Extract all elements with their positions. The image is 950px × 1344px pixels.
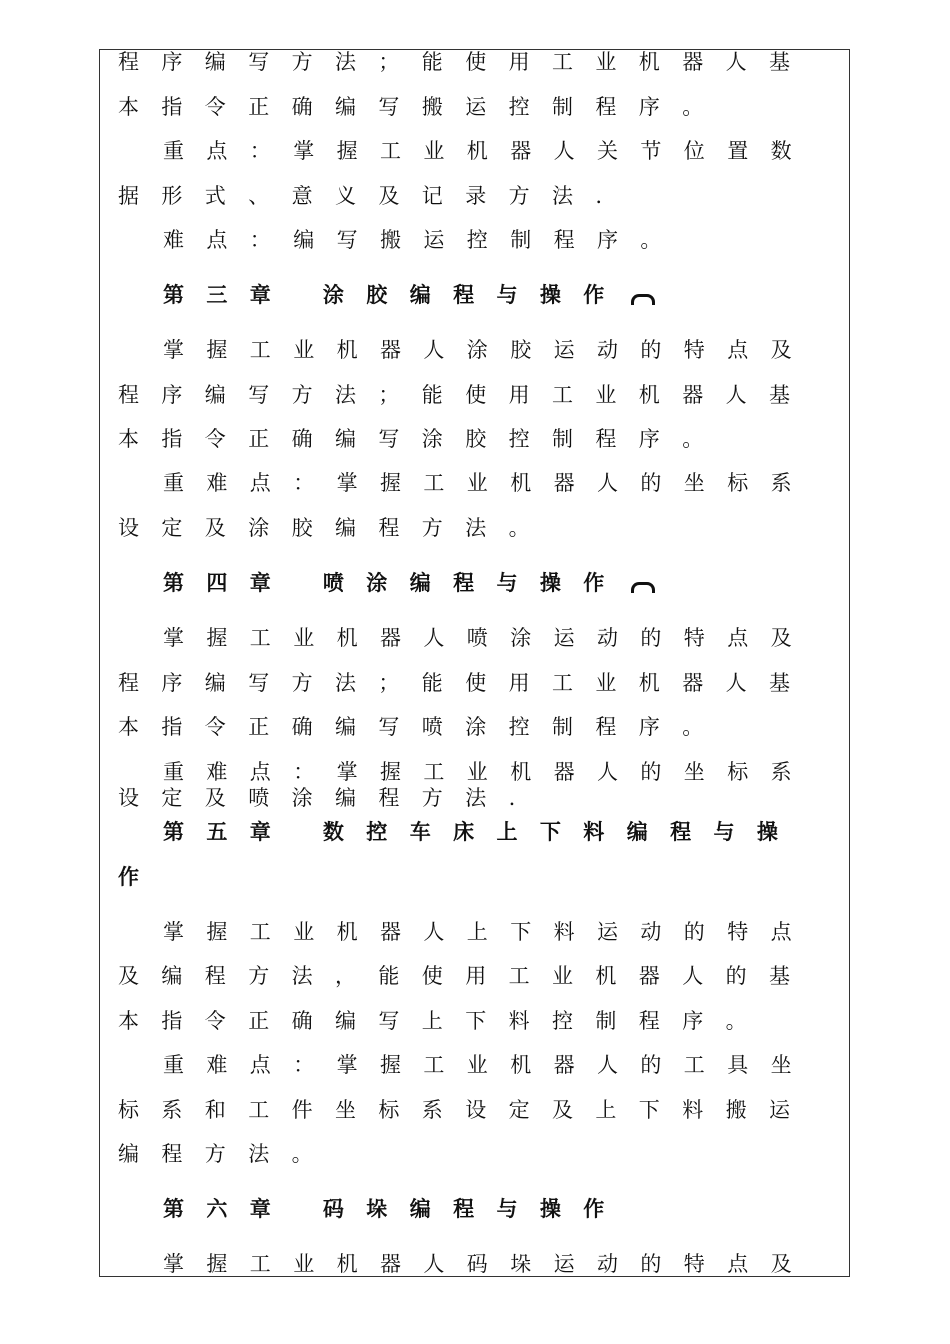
paragraph-line: 设定及涂胶编程方法。 xyxy=(118,516,552,540)
paragraph-line: 本指令正确编写喷涂控制程序。 xyxy=(118,715,726,739)
paragraph-line: 标系和工件坐标系设定及上下料搬运 xyxy=(118,1098,813,1122)
heading-tail-mark xyxy=(631,294,655,305)
paragraph-line: 本指令正确编写上下料控制程序。 xyxy=(118,1009,769,1033)
key-difficult-points: 重难点：掌握工业机器人的工具坐 xyxy=(163,1053,814,1077)
paragraph-line: 程序编写方法；能使用工业机器人基 xyxy=(118,383,813,407)
paragraph-line: 及编程方法，能使用工业机器人的基 xyxy=(118,964,813,988)
text-line: 程序编写方法；能使用工业机器人基 xyxy=(118,50,813,74)
difficult-points: 难点：编写搬运控制程序。 xyxy=(163,228,684,252)
paragraph-line: 掌握工业机器人喷涂运动的特点及 xyxy=(163,626,814,650)
key-points: 重点：掌握工业机器人关节位置数 xyxy=(163,139,814,163)
text-line: 据形式、意义及记录方法. xyxy=(118,184,625,208)
key-difficult-points: 重难点：掌握工业机器人的坐标系 xyxy=(163,471,814,495)
chapter-5-heading: 第五章 数控车床上下料编程与操 xyxy=(163,820,801,844)
paragraph-line: 本指令正确编写涂胶控制程序。 xyxy=(118,427,726,451)
text-line: 本指令正确编写搬运控制程序。 xyxy=(118,95,726,119)
key-difficult-points: 重难点：掌握工业机器人的坐标系 xyxy=(163,760,814,784)
paragraph-line: 掌握工业机器人涂胶运动的特点及 xyxy=(163,338,814,362)
heading-tail-mark xyxy=(631,582,655,593)
chapter-heading-text: 第三章 涂胶编程与操作 xyxy=(163,280,655,310)
paragraph-line: 设定及喷涂编程方法. xyxy=(118,786,538,810)
chapter-heading-text: 第四章 喷涂编程与操作 xyxy=(163,568,655,598)
chapter-4-heading xyxy=(0,568,950,598)
chapter-6-heading: 第六章 码垛编程与操作 xyxy=(163,1197,627,1221)
paragraph-line: 掌握工业机器人码垛运动的特点及 xyxy=(163,1252,814,1276)
chapter-3-heading xyxy=(0,280,950,310)
chapter-5-heading-cont: 作 xyxy=(118,865,162,889)
paragraph-line: 编程方法。 xyxy=(118,1142,335,1166)
paragraph-line: 掌握工业机器人上下料运动的特点 xyxy=(163,920,814,944)
paragraph-line: 程序编写方法；能使用工业机器人基 xyxy=(118,671,813,695)
